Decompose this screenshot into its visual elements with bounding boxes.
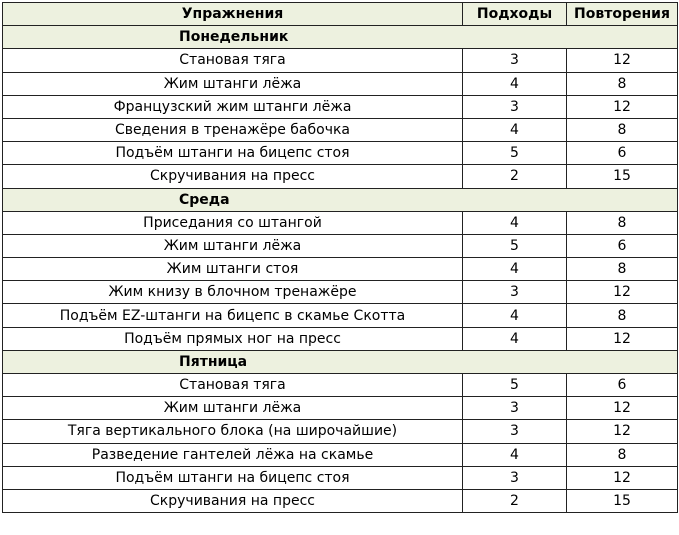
exercise-cell: Жим штанги стоя: [3, 258, 463, 281]
exercise-cell: Подъём штанги на бицепс стоя: [3, 142, 463, 165]
table-row: [3, 281, 678, 304]
table-row: [3, 165, 678, 188]
day-section-row: [3, 350, 678, 373]
reps-cell: 8: [567, 118, 678, 141]
reps-cell: 8: [567, 72, 678, 95]
sets-cell: 3: [463, 281, 567, 304]
table-row: [3, 118, 678, 141]
exercise-cell: Разведение гантелей лёжа на скамье: [3, 443, 463, 466]
reps-cell: 12: [567, 466, 678, 489]
table-row: [3, 258, 678, 281]
table-header-row: [3, 3, 678, 26]
exercise-cell: Тяга вертикального блока (на широчайшие): [3, 420, 463, 443]
table-row: [3, 374, 678, 397]
table-row: [3, 489, 678, 512]
sets-cell: 4: [463, 304, 567, 327]
table-row: [3, 304, 678, 327]
sets-cell: 2: [463, 165, 567, 188]
column-header-exercise: Упражнения: [3, 3, 463, 26]
sets-cell: 5: [463, 234, 567, 257]
sets-cell: 4: [463, 327, 567, 350]
sets-cell: 4: [463, 72, 567, 95]
reps-cell: 15: [567, 165, 678, 188]
reps-cell: 6: [567, 234, 678, 257]
table-row: [3, 211, 678, 234]
reps-cell: 12: [567, 420, 678, 443]
reps-cell: 8: [567, 211, 678, 234]
exercise-cell: Подъём прямых ног на пресс: [3, 327, 463, 350]
table-row: [3, 420, 678, 443]
exercise-cell: Скручивания на пресс: [3, 489, 463, 512]
table-row: [3, 142, 678, 165]
sets-cell: 4: [463, 443, 567, 466]
column-header-reps: Повторения: [567, 3, 678, 26]
exercise-cell: Подъём штанги на бицепс стоя: [3, 466, 463, 489]
column-header-sets: Подходы: [463, 3, 567, 26]
exercise-cell: Сведения в тренажёре бабочка: [3, 118, 463, 141]
day-name: Понедельник: [3, 26, 678, 49]
reps-cell: 8: [567, 443, 678, 466]
sets-cell: 4: [463, 118, 567, 141]
table-row: [3, 234, 678, 257]
reps-cell: 8: [567, 304, 678, 327]
day-section-row: [3, 188, 678, 211]
table-row: [3, 327, 678, 350]
table-row: [3, 466, 678, 489]
sets-cell: 5: [463, 142, 567, 165]
day-section-row: [3, 26, 678, 49]
sets-cell: 4: [463, 258, 567, 281]
sets-cell: 3: [463, 95, 567, 118]
exercise-cell: Жим штанги лёжа: [3, 234, 463, 257]
reps-cell: 6: [567, 142, 678, 165]
reps-cell: 12: [567, 49, 678, 72]
day-name: Пятница: [3, 350, 678, 373]
exercise-cell: Становая тяга: [3, 49, 463, 72]
reps-cell: 12: [567, 397, 678, 420]
table-row: [3, 49, 678, 72]
sets-cell: 5: [463, 374, 567, 397]
exercise-cell: Скручивания на пресс: [3, 165, 463, 188]
exercise-cell: Становая тяга: [3, 374, 463, 397]
sets-cell: 3: [463, 420, 567, 443]
sets-cell: 3: [463, 466, 567, 489]
reps-cell: 15: [567, 489, 678, 512]
exercise-cell: Французский жим штанги лёжа: [3, 95, 463, 118]
reps-cell: 12: [567, 327, 678, 350]
sets-cell: 3: [463, 49, 567, 72]
sets-cell: 3: [463, 397, 567, 420]
exercise-cell: Жим книзу в блочном тренажёре: [3, 281, 463, 304]
exercise-cell: Подъём EZ-штанги на бицепс в скамье Скотта: [3, 304, 463, 327]
table-row: [3, 72, 678, 95]
table-body: [3, 26, 678, 513]
reps-cell: 8: [567, 258, 678, 281]
sets-cell: 2: [463, 489, 567, 512]
exercise-cell: Приседания со штангой: [3, 211, 463, 234]
reps-cell: 12: [567, 281, 678, 304]
sets-cell: 4: [463, 211, 567, 234]
reps-cell: 6: [567, 374, 678, 397]
table-row: [3, 397, 678, 420]
day-name: Среда: [3, 188, 678, 211]
exercise-cell: Жим штанги лёжа: [3, 72, 463, 95]
table-row: [3, 443, 678, 466]
exercise-cell: Жим штанги лёжа: [3, 397, 463, 420]
reps-cell: 12: [567, 95, 678, 118]
workout-table: [2, 2, 678, 513]
table-row: [3, 95, 678, 118]
